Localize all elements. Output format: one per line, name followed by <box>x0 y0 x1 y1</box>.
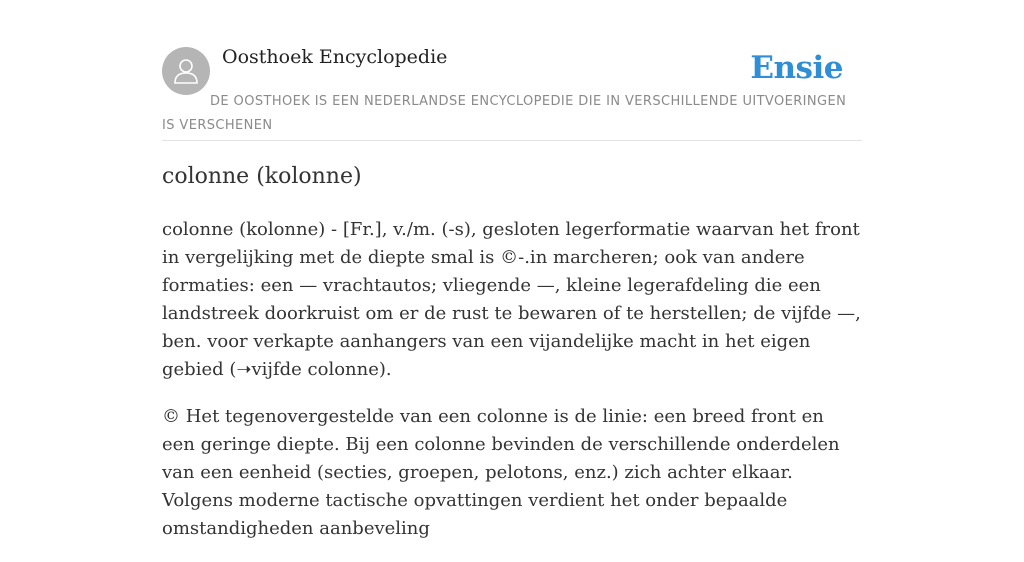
user-avatar[interactable] <box>162 47 210 95</box>
site-header <box>162 46 862 141</box>
article-body <box>162 216 862 562</box>
article-paragraph: colonne (kolonne) - [Fr.], v./m. (-s), gesloten legerformatie waarvan het front in vergelijking met de diepte smal is ©-.in marcheren; ook van andere formaties: een — vrachtautos; vliegende —, kleine legerafdeling die een landstreek doorkruist om er de rust te bewaren of te herstellen; de vijfde —, ben. voor verkapte aanhangers van een vijandelijke macht in het eigen gebied (➝vijfde colonne). <box>162 219 861 380</box>
ensie-logo[interactable]: Ensie <box>750 50 843 86</box>
user-silhouette-icon <box>171 56 201 86</box>
article-paragraph: © Het tegenovergestelde van een colonne is de linie: een breed front en een geringe diepte. Bij een colonne bevinden de verschillende onderdelen van een eenheid (secties, groepen, pelotons, enz.) zich achter elkaar. Volgens moderne tactische opvattingen verdient het onder bepaalde omstandigheden aanbeveling <box>162 406 840 539</box>
site-tagline: DE OOSTHOEK IS EEN NEDERLANDSE ENCYCLOPEDIE DIE IN VERSCHILLENDE UITVOERINGEN IS VERSCHENEN <box>162 94 847 133</box>
article-title: colonne (kolonne) <box>162 164 362 189</box>
site-name[interactable]: Oosthoek Encyclopedie <box>222 46 448 68</box>
